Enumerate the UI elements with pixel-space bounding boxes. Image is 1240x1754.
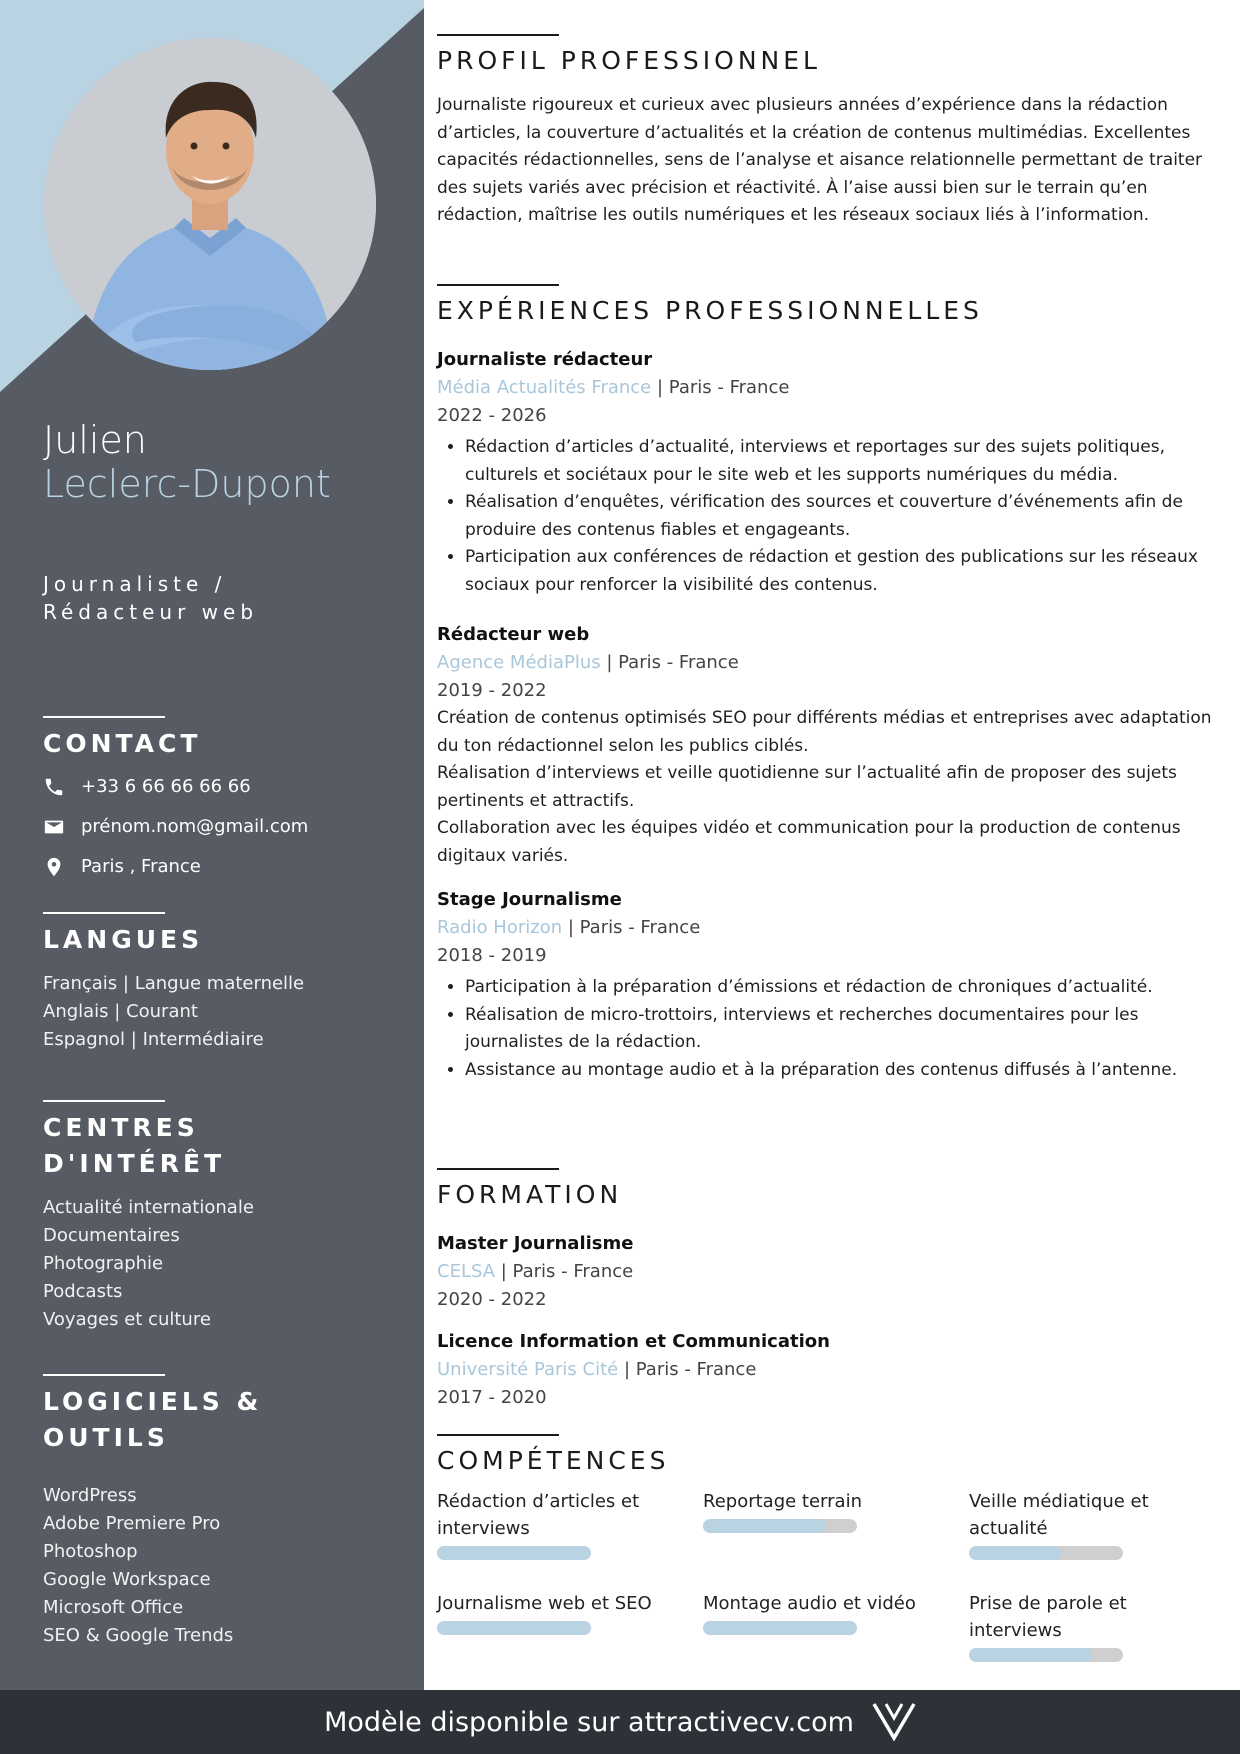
attractivecv-logo-icon — [872, 1702, 916, 1742]
skills-section — [437, 1434, 1217, 1478]
degree-title: Master Journalisme — [437, 1233, 634, 1254]
contact-title: CONTACT — [43, 729, 202, 758]
experience-section — [437, 284, 1217, 328]
experience-item — [437, 886, 1217, 1084]
software-section — [43, 1374, 383, 1650]
interest-item: Podcasts — [43, 1281, 123, 1302]
skill-bar — [437, 1621, 591, 1635]
skill-bar — [703, 1519, 857, 1533]
job-role: Journaliste / Rédacteur web — [43, 572, 259, 624]
bullet-item: • Participation aux conférences de rédaction et gestion des publications sur les réseaux sociaux pour renforcer la visibilité des contenus. — [465, 544, 1217, 599]
location-text: Paris , France — [81, 856, 201, 877]
interest-item: Documentaires — [43, 1225, 180, 1246]
skills-title: COMPÉTENCES — [437, 1446, 670, 1475]
bullet-item: • Assistance au montage audio et à la préparation des contenus diffusés à l’antenne. — [465, 1057, 1217, 1085]
experience-item — [437, 621, 1217, 870]
degree-dates: 2017 - 2020 — [437, 1387, 547, 1408]
job-company — [437, 649, 1217, 677]
job-company — [437, 914, 1217, 942]
contact-phone — [43, 774, 383, 800]
contact-location — [43, 854, 383, 880]
skill-label: Journalisme web et SEO — [437, 1593, 652, 1614]
job-company — [437, 374, 1217, 402]
profile-text: Journaliste rigoureux et curieux avec plusieurs années d’expérience dans la rédaction d’articles, la couverture d’actualités et la création de contenus multimédias. Excellentes capacités rédactionnelles, sens de l’analyse et aisance relationnelle permettant de traiter des sujets variés avec précision et réactivité. À l’aise aussi bien sur le terrain qu’en rédaction, maîtrise les outils numériques et les réseaux sociaux liés à l’information. — [437, 95, 1203, 225]
software-title: LOGICIELS & OUTILS — [43, 1387, 263, 1452]
education-item — [437, 1328, 1217, 1412]
section-divider — [43, 1374, 165, 1376]
skill-label: Reportage terrain — [703, 1491, 862, 1512]
skill-bar — [437, 1546, 591, 1560]
job-dates: 2022 - 2026 — [437, 405, 547, 426]
skill-bar-fill — [969, 1546, 1061, 1560]
section-divider — [437, 34, 559, 36]
skill-item — [437, 1488, 677, 1560]
company-place: | Paris - France — [600, 652, 739, 673]
skill-label: Veille médiatique et actualité — [969, 1491, 1149, 1539]
job-dates: 2018 - 2019 — [437, 945, 547, 966]
company-place: | Paris - France — [562, 917, 701, 938]
language-item: Anglais | Courant — [43, 1001, 198, 1022]
skill-label: Prise de parole et interviews — [969, 1593, 1127, 1641]
interest-item: Actualité internationale — [43, 1197, 254, 1218]
footer-text: Modèle disponible sur attractivecv.com — [324, 1706, 854, 1738]
skill-bar — [969, 1546, 1123, 1560]
location-pin-icon — [43, 856, 65, 878]
languages-section — [43, 912, 383, 1054]
company-name: Agence MédiaPlus — [437, 652, 601, 673]
skill-item — [703, 1488, 943, 1533]
profile-title: PROFIL PROFESSIONNEL — [437, 46, 821, 75]
school-place: | Paris - France — [618, 1359, 757, 1380]
interests-title: CENTRES D'INTÉRÊT — [43, 1113, 226, 1178]
job-line: Création de contenus optimisés SEO pour différents médias et entreprises avec adaptation du ton rédactionnel selon les publics ciblés. — [437, 708, 1212, 756]
degree-dates: 2020 - 2022 — [437, 1289, 547, 1310]
skill-bar-fill — [437, 1546, 591, 1560]
section-divider — [43, 912, 165, 914]
language-item: Français | Langue maternelle — [43, 973, 305, 994]
person-avatar-icon — [44, 38, 376, 370]
job-title: Journaliste rédacteur — [437, 349, 653, 370]
software-item: Microsoft Office — [43, 1597, 184, 1618]
software-item: Adobe Premiere Pro — [43, 1513, 221, 1534]
job-bullets — [437, 974, 1217, 1084]
skill-bar-fill — [969, 1648, 1092, 1662]
section-divider — [437, 1434, 559, 1436]
bullet-item: • Rédaction d’articles d’actualité, interviews et reportages sur des sujets politiques, culturels et sociétaux pour le site web et les supports numériques du média. — [465, 434, 1217, 489]
company-name: Radio Horizon — [437, 917, 563, 938]
software-item: Google Workspace — [43, 1569, 211, 1590]
school — [437, 1356, 1217, 1384]
profile-section — [437, 34, 1217, 230]
job-line: Réalisation d’interviews et veille quotidienne sur l’actualité afin de proposer des sujets pertinents et attractifs. — [437, 763, 1177, 811]
bullet-item: • Réalisation d’enquêtes, vérification des sources et couverture d’événements afin de produire des contenus fiables et engageants. — [465, 489, 1217, 544]
skill-label: Rédaction d’articles et interviews — [437, 1491, 640, 1539]
person-name — [43, 418, 343, 506]
software-item: Photoshop — [43, 1541, 138, 1562]
interest-item: Photographie — [43, 1253, 164, 1274]
skill-bar-fill — [703, 1621, 857, 1635]
section-divider — [43, 716, 165, 718]
bullet-item: • Participation à la préparation d’émissions et rédaction de chroniques d’actualité. — [465, 974, 1217, 1002]
school-name: Université Paris Cité — [437, 1359, 619, 1380]
section-divider — [437, 284, 559, 286]
school-place: | Paris - France — [495, 1261, 634, 1282]
email-text: prénom.nom@gmail.com — [81, 816, 309, 837]
skill-item — [969, 1590, 1209, 1662]
section-divider — [43, 1100, 165, 1102]
phone-text: +33 6 66 66 66 66 — [81, 776, 251, 797]
contact-email — [43, 814, 383, 840]
software-item: WordPress — [43, 1485, 137, 1506]
bullet-item: • Réalisation de micro-trottoirs, interviews et recherches documentaires pour les journalistes de la rédaction. — [465, 1002, 1217, 1057]
interests-section — [43, 1100, 383, 1334]
skill-bar-fill — [437, 1621, 591, 1635]
skill-item — [969, 1488, 1209, 1560]
footer-banner — [0, 1690, 1240, 1754]
skill-bar — [969, 1648, 1123, 1662]
skill-bar — [703, 1621, 857, 1635]
profile-photo — [44, 38, 376, 370]
degree-title: Licence Information et Communication — [437, 1331, 830, 1352]
last-name: Leclerc-Dupont — [43, 462, 331, 506]
school — [437, 1258, 1217, 1286]
phone-icon — [43, 776, 65, 798]
job-title: Stage Journalisme — [437, 889, 622, 910]
job-line: Collaboration avec les équipes vidéo et communication pour la production de contenus digitaux variés. — [437, 818, 1181, 866]
interest-item: Voyages et culture — [43, 1309, 211, 1330]
skill-item — [703, 1590, 943, 1635]
education-section — [437, 1168, 1217, 1212]
skill-item — [437, 1590, 677, 1635]
company-place: | Paris - France — [651, 377, 790, 398]
job-bullets — [437, 434, 1217, 599]
mail-icon — [43, 816, 65, 838]
skill-bar-fill — [703, 1519, 826, 1533]
languages-title: LANGUES — [43, 925, 204, 954]
job-title: Rédacteur web — [437, 624, 590, 645]
section-divider — [437, 1168, 559, 1170]
job-dates: 2019 - 2022 — [437, 680, 547, 701]
contact-section — [43, 716, 383, 894]
company-name: Média Actualités France — [437, 377, 652, 398]
education-item — [437, 1230, 1217, 1314]
language-item: Espagnol | Intermédiaire — [43, 1029, 264, 1050]
first-name: Julien — [43, 418, 147, 462]
school-name: CELSA — [437, 1261, 496, 1282]
education-title: FORMATION — [437, 1180, 623, 1209]
sidebar — [0, 0, 424, 1690]
experience-item — [437, 346, 1217, 599]
skill-label: Montage audio et vidéo — [703, 1593, 916, 1614]
software-item: SEO & Google Trends — [43, 1625, 234, 1646]
experience-title: EXPÉRIENCES PROFESSIONNELLES — [437, 296, 983, 325]
